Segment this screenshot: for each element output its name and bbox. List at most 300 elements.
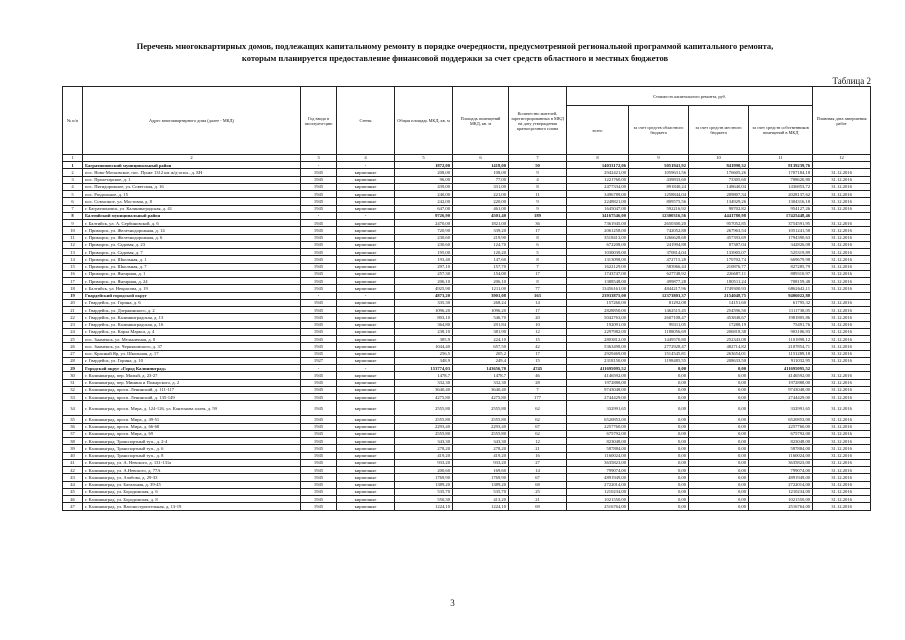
cell-cost-total: 13456161,00 — [567, 285, 629, 292]
cell-num: 46 — [63, 496, 83, 503]
cell-cost-regional: 1266628,68 — [629, 234, 689, 241]
cell-cost-total: 2929469,00 — [567, 350, 629, 357]
cell-year: 1945 — [301, 321, 337, 328]
cell-premises-area: 461,00 — [453, 205, 509, 212]
cell-premises-area: 278,20 — [453, 445, 509, 452]
cell-address: г. Калининград, просп. Мира, д. 49-51 — [83, 416, 301, 423]
cell-cost-regional: 0,00 — [629, 365, 689, 372]
cell-cost-local: 0,00 — [689, 365, 749, 372]
cell-walls: кирпичные — [337, 386, 395, 393]
cell-total-area: 1478,7 — [395, 372, 453, 379]
cell-num: 40 — [63, 452, 83, 459]
cell-residents: 17 — [509, 307, 567, 314]
cell-year: - — [301, 212, 337, 219]
cell-residents: 69 — [509, 503, 567, 510]
cell-walls: кирпичные — [337, 343, 395, 350]
cell-num: 4 — [63, 183, 83, 190]
cell-premises-area: 249,4 — [453, 357, 509, 364]
cell-residents: 27 — [509, 459, 567, 466]
cell-cost-local: 254596,50 — [689, 307, 749, 314]
cell-walls: кирпичные — [337, 314, 395, 321]
table-row — [63, 401, 871, 416]
cell-num: 31 — [63, 379, 83, 386]
cell-cost-regional: 499877,28 — [629, 278, 689, 285]
cell-total-area: 2555,80 — [395, 430, 453, 437]
cell-walls: кирпичные — [337, 220, 395, 227]
cell-num: 44 — [63, 481, 83, 488]
cell-residents: 15 — [509, 336, 567, 343]
cell-total-area: 364,80 — [395, 321, 453, 328]
cell-cost-total: 672208,00 — [567, 241, 629, 248]
cell-cost-local: 14151,60 — [689, 299, 749, 306]
cell-num: 22 — [63, 314, 83, 321]
cell-cost-owners: 823048,00 — [749, 438, 813, 445]
cell-cost-regional: 1514545,81 — [629, 350, 689, 357]
cell-total-area: 4275,80 — [395, 394, 453, 401]
cell-address: Гвардейский городской округ — [83, 292, 301, 299]
cell-cost-owners: 342826,08 — [749, 241, 813, 248]
cell-walls: кирпичные — [337, 438, 395, 445]
cell-num: 37 — [63, 430, 83, 437]
cell-walls: кирпичные — [337, 350, 395, 357]
column-number: 9 — [629, 155, 689, 162]
cell-completion-date: 31.12.2016 — [813, 474, 871, 481]
cell-num: 36 — [63, 423, 83, 430]
cell-address: пос. Пятидорожное, ул. Советская, д. 16 — [83, 183, 301, 190]
cell-total-area: 419,20 — [395, 452, 453, 459]
cell-cost-regional: 627748,92 — [629, 270, 689, 277]
cell-total-area: 153774,03 — [395, 365, 453, 372]
repair-table — [62, 86, 871, 511]
cell-premises-area: 3640,40 — [453, 386, 509, 393]
cell-cost-total: 1210234,00 — [567, 488, 629, 495]
cell-address: пос. Пролетарское, д. 1 — [83, 176, 301, 183]
cell-year: - — [301, 292, 337, 299]
cell-completion-date: 31.12.2016 — [813, 328, 871, 335]
cell-num: 21 — [63, 307, 83, 314]
cell-cost-local: 0,00 — [689, 386, 749, 393]
cell-residents: 189 — [509, 212, 567, 219]
table-row — [63, 256, 871, 263]
cell-cost-local: 0,00 — [689, 452, 749, 459]
cell-year: 1945 — [301, 438, 337, 445]
cell-address: г. Калининград, пер. Минина и Пожарского, д. 2 — [83, 379, 301, 386]
cell-cost-regional: 4844217,96 — [629, 285, 689, 292]
cell-walls: кирпичные — [337, 430, 395, 437]
cell-cost-regional: 0,00 — [629, 394, 689, 401]
table-row — [63, 496, 871, 503]
cell-total-area: 1389,20 — [395, 481, 453, 488]
cell-address: г. Калининград, ул. А. Невского, д. 131-131а — [83, 459, 301, 466]
cell-walls: кирпичные — [337, 474, 395, 481]
cell-cost-regional: 12300316,56 — [629, 212, 689, 219]
cell-completion-date: 31.12.2016 — [813, 459, 871, 466]
cell-walls: кирпичные — [337, 256, 395, 263]
cell-total-area: 208,00 — [395, 169, 453, 176]
cell-residents: 67 — [509, 474, 567, 481]
cell-total-area: 2555,80 — [395, 416, 453, 423]
cell-total-area: 238,10 — [395, 328, 453, 335]
cell-premises-area: 205,2 — [453, 350, 509, 357]
cell-year: 1945 — [301, 285, 337, 292]
cell-year: 1945 — [301, 183, 337, 190]
cell-year: 1927 — [301, 357, 337, 364]
cell-cost-total: 1160024,00 — [567, 452, 629, 459]
cell-num: 20 — [63, 299, 83, 306]
table-row-district — [63, 162, 871, 169]
cell-residents: 8 — [509, 278, 567, 285]
cell-walls: кирпичные — [337, 328, 395, 335]
cell-residents: 4745 — [509, 365, 567, 372]
cell-num: 3 — [63, 176, 83, 183]
cell-walls: - — [337, 162, 395, 169]
cell-cost-owners: 1972888,00 — [749, 379, 813, 386]
cell-residents: 9 — [509, 169, 567, 176]
cell-cost-regional: 1462515,45 — [629, 307, 689, 314]
cell-residents: 17 — [509, 270, 567, 277]
cell-year: 1945 — [301, 372, 337, 379]
cell-cost-local: 0,00 — [689, 394, 749, 401]
cell-cost-total: 1221760,00 — [567, 176, 629, 183]
cell-premises-area: 3901,08 — [453, 292, 509, 299]
cell-completion-date: 31.12.2016 — [813, 256, 871, 263]
cell-cost-total: 5042763,00 — [567, 314, 629, 321]
cell-cost-total: 2477334,00 — [567, 183, 629, 190]
table-row — [63, 176, 871, 183]
cell-cost-owners: 17425448,46 — [749, 212, 813, 219]
cell-residents: 68 — [509, 481, 567, 488]
cell-cost-owners: 9743048,00 — [749, 386, 813, 393]
cell-cost-total: 6520853,00 — [567, 416, 629, 423]
cell-walls: кирпичные — [337, 372, 395, 379]
cell-num: 30 — [63, 372, 83, 379]
cell-address: г. Приморск, ул. Янтарная, д. 24 — [83, 278, 301, 285]
cell-premises-area: 1389,20 — [453, 481, 509, 488]
cell-cost-local: 263654,01 — [689, 350, 749, 357]
cell-total-area: 1769,90 — [395, 474, 453, 481]
column-number-row — [63, 155, 871, 162]
cell-cost-regional: 592216,92 — [629, 205, 689, 212]
cell-address: пос. Раздольное, д. 15 — [83, 191, 301, 198]
cell-cost-regional: 1258844,04 — [629, 191, 689, 198]
cell-premises-area: 419,20 — [453, 452, 509, 459]
cell-walls: кирпичные — [337, 503, 395, 510]
cell-year: 1945 — [301, 423, 337, 430]
cell-residents: 62 — [509, 430, 567, 437]
cell-year: 1945 — [301, 430, 337, 437]
cell-walls: - — [337, 365, 395, 372]
cell-residents: 28 — [509, 379, 567, 386]
cell-completion-date — [813, 212, 871, 219]
table-row-district — [63, 212, 871, 219]
cell-num: 34 — [63, 401, 83, 416]
cell-cost-total: 2803812,00 — [567, 336, 629, 343]
cell-cost-regional: 0,00 — [629, 423, 689, 430]
cell-cost-total: 411695095,52 — [567, 365, 629, 372]
cell-cost-regional: 0,00 — [629, 386, 689, 393]
cell-completion-date: 31.12.2016 — [813, 176, 871, 183]
cell-premises-area: 2293,40 — [453, 423, 509, 430]
table-row — [63, 423, 871, 430]
cell-total-area: 256,5 — [395, 350, 453, 357]
cell-num: 13 — [63, 249, 83, 256]
cell-cost-total: 2257760,00 — [567, 423, 629, 430]
cell-year: 1945 — [301, 394, 337, 401]
cell-cost-regional: 0,00 — [629, 467, 689, 474]
cell-completion-date — [813, 365, 871, 372]
header-address: Адрес многоквартирного дома (далее - МКД) — [83, 87, 301, 155]
cell-premises-area: 2555,80 — [453, 430, 509, 437]
cell-residents: 12 — [509, 328, 567, 335]
cell-total-area: 439,00 — [395, 183, 453, 190]
cell-premises-area: 147,60 — [453, 256, 509, 263]
table-row — [63, 372, 871, 379]
cell-cost-local: 0,00 — [689, 438, 749, 445]
cell-premises-area: 1096,20 — [453, 307, 509, 314]
cell-cost-local: 134929,26 — [689, 198, 749, 205]
cell-num: 2 — [63, 169, 83, 176]
cell-year: 1945 — [301, 256, 337, 263]
cell-num: 19 — [63, 292, 83, 299]
cell-residents: 9 — [509, 198, 567, 205]
table-row — [63, 198, 871, 205]
table-row — [63, 481, 871, 488]
cell-completion-date: 31.12.2016 — [813, 394, 871, 401]
cell-cost-total: 1313098,00 — [567, 256, 629, 263]
cell-cost-total: 1972888,00 — [567, 379, 629, 386]
cell-residents: 12 — [509, 438, 567, 445]
cell-year: 1945 — [301, 481, 337, 488]
cell-address: г. Гвардейск, ул. Горина, д. 6 — [83, 299, 301, 306]
cell-cost-regional: 1188056,69 — [629, 328, 689, 335]
cell-premises-area: 291,84 — [453, 321, 509, 328]
cell-cost-regional: 0,00 — [629, 379, 689, 386]
cell-total-area: 193,40 — [395, 256, 453, 263]
cell-cost-local: 209807,34 — [689, 191, 749, 198]
cell-num: 10 — [63, 227, 83, 234]
header-regional: за счет средств областного бюджета — [629, 106, 689, 155]
cell-cost-regional: 1059631,56 — [629, 169, 689, 176]
cell-year: 1945 — [301, 467, 337, 474]
cell-year: 1945 — [301, 386, 337, 393]
cell-residents: 15 — [509, 357, 567, 364]
cell-address: г. Калининград, пер. Малый, д. 23-27 — [83, 372, 301, 379]
cell-cost-regional: 472715,28 — [629, 256, 689, 263]
cell-year: 1945 — [301, 205, 337, 212]
cell-cost-total: 5363498,00 — [567, 343, 629, 350]
cell-cost-regional: 0,00 — [629, 445, 689, 452]
table-row — [63, 488, 871, 495]
cell-num: 38 — [63, 438, 83, 445]
cell-total-area: 550,30 — [395, 496, 453, 503]
cell-residents: 14 — [509, 299, 567, 306]
cell-total-area: 535,70 — [395, 488, 453, 495]
cell-cost-local: 208633,50 — [689, 357, 749, 364]
cell-residents: 7 — [509, 263, 567, 270]
cell-cost-owners: 1707184,18 — [749, 169, 813, 176]
cell-year: 1945 — [301, 220, 337, 227]
cell-total-area: 257,30 — [395, 270, 453, 277]
cell-year: 1945 — [301, 503, 337, 510]
cell-cost-total: 675792,00 — [567, 430, 629, 437]
table-row — [63, 241, 871, 248]
cell-address: Багратионовский муниципальный район — [83, 162, 301, 169]
cell-premises-area: 1224,10 — [453, 503, 509, 510]
table-row — [63, 307, 871, 314]
cell-premises-area: 4501,40 — [453, 212, 509, 219]
cell-year: 1945 — [301, 336, 337, 343]
cell-walls: кирпичные — [337, 336, 395, 343]
cell-num: 29 — [63, 365, 83, 372]
cell-total-area: 9726,90 — [395, 212, 453, 219]
cell-premises-area: 1478,7 — [453, 372, 509, 379]
cell-year: 1945 — [301, 299, 337, 306]
cell-address: г. Калининград, ул. Азибова, д. 29-33 — [83, 474, 301, 481]
cell-premises-area: 332,30 — [453, 379, 509, 386]
cell-premises-area: 343,30 — [453, 438, 509, 445]
cell-walls: кирпичные — [337, 496, 395, 503]
cell-residents: 11 — [509, 191, 567, 198]
document-title — [60, 40, 850, 64]
cell-year: 1945 — [301, 343, 337, 350]
cell-cost-owners: 1051241,58 — [749, 227, 813, 234]
cell-walls: кирпичные — [337, 379, 395, 386]
cell-total-area: 242,00 — [395, 198, 453, 205]
cell-cost-total: 2722014,00 — [567, 481, 629, 488]
cell-year: 1945 — [301, 263, 337, 270]
cell-cost-owners: 708159,48 — [749, 278, 813, 285]
cell-address: г. Калининград, ул. Бородинская, д. 8 — [83, 496, 301, 503]
cell-total-area: 3640,40 — [395, 386, 453, 393]
cell-cost-regional: 0,00 — [629, 459, 689, 466]
cell-cost-owners: 911032,95 — [749, 357, 813, 364]
table-row — [63, 336, 871, 343]
column-number: 4 — [337, 155, 395, 162]
cell-premises-area: 2555,80 — [453, 401, 509, 416]
column-number: 7 — [509, 155, 567, 162]
cell-cost-regional: 0,00 — [629, 401, 689, 416]
cell-num: 26 — [63, 343, 83, 350]
cell-cost-local: 0,00 — [689, 496, 749, 503]
header-completion: Плановая дата завершения работ — [813, 87, 871, 155]
cell-num: 42 — [63, 467, 83, 474]
cell-cost-local: 0,00 — [689, 467, 749, 474]
cell-total-area: 195,00 — [395, 249, 453, 256]
cell-address: г. Гвардейск, ул. Горина, д. 10 — [83, 357, 301, 364]
cell-cost-total: 1030039,00 — [567, 249, 629, 256]
cell-completion-date: 31.12.2016 — [813, 350, 871, 357]
cell-completion-date: 31.12.2016 — [813, 496, 871, 503]
table-row — [63, 394, 871, 401]
cell-completion-date: 31.12.2016 — [813, 386, 871, 393]
cell-cost-owners: 1794390,63 — [749, 234, 813, 241]
cell-cost-local: 0,00 — [689, 401, 749, 416]
cell-premises-area: 1769,90 — [453, 474, 509, 481]
cell-cost-owners: 411695095,52 — [749, 365, 813, 372]
cell-walls: кирпичные — [337, 488, 395, 495]
cell-total-area: 385,9 — [395, 336, 453, 343]
table-row — [63, 314, 871, 321]
cell-cost-owners: 525319,89 — [749, 249, 813, 256]
header-cost-group: Стоимость капитального ремонта, руб. — [567, 87, 813, 106]
cell-residents: 62 — [509, 401, 567, 416]
cell-cost-owners: 1436853,72 — [749, 183, 813, 190]
table-row-district — [63, 292, 871, 299]
table-row — [63, 278, 871, 285]
header-residents: Количество жителей, зарегистрированных в МКД на дату утверждения краткосрочного плана — [509, 87, 567, 155]
cell-cost-local: 0,00 — [689, 430, 749, 437]
cell-total-area: 720,90 — [395, 227, 453, 234]
header-premises-area: Площадь помещений МКД, кв. м — [453, 87, 509, 155]
cell-cost-total: 1622129,00 — [567, 263, 629, 270]
cell-total-area: 2293,40 — [395, 423, 453, 430]
cell-cost-local: 0,00 — [689, 459, 749, 466]
cell-cost-local: 0,00 — [689, 416, 749, 423]
cell-cost-owners: 332991,65 — [749, 401, 813, 416]
table-row — [63, 474, 871, 481]
cell-residents: 8 — [509, 234, 567, 241]
cell-cost-regional: 2772928,47 — [629, 343, 689, 350]
cell-cost-regional: 0,00 — [629, 372, 689, 379]
cell-premises-area: 77,00 — [453, 176, 509, 183]
cell-year: 1945 — [301, 278, 337, 285]
cell-address: г. Калининград, ул. А.Невского, д. 77А — [83, 467, 301, 474]
cell-year: 1945 — [301, 314, 337, 321]
cell-cost-total: 332991,65 — [567, 401, 629, 416]
cell-cost-regional: 1198485,55 — [629, 357, 689, 364]
cell-cost-regional: 0,00 — [629, 503, 689, 510]
cell-cost-owners: 1101898,12 — [749, 336, 813, 343]
cell-cost-owners: 4146592,00 — [749, 372, 813, 379]
cell-completion-date: 31.12.2016 — [813, 343, 871, 350]
table-row — [63, 357, 871, 364]
cell-residents: 50 — [509, 162, 567, 169]
cell-completion-date: 31.12.2016 — [813, 357, 871, 364]
cell-completion-date: 31.12.2016 — [813, 169, 871, 176]
cell-completion-date: 31.12.2016 — [813, 336, 871, 343]
column-number: 10 — [689, 155, 749, 162]
table-row — [63, 227, 871, 234]
cell-num: 35 — [63, 416, 83, 423]
cell-cost-regional: 1449570,80 — [629, 336, 689, 343]
cell-cost-owners: 827285,79 — [749, 263, 813, 270]
cell-address: г. Балтийск, ул. Некрасова, д. 19 — [83, 285, 301, 292]
cell-completion-date: 31.12.2016 — [813, 321, 871, 328]
cell-cost-owners: 889310,97 — [749, 270, 813, 277]
cell-cost-regional: 0,00 — [629, 474, 689, 481]
cell-year: 1945 — [301, 488, 337, 495]
cell-completion-date: 31.12.2016 — [813, 241, 871, 248]
cell-walls: кирпичные — [337, 249, 395, 256]
cell-walls: кирпичные — [337, 285, 395, 292]
cell-address: г. Гвардейск, ул. Карла Маркса, д. 4 — [83, 328, 301, 335]
cell-premises-area: 206,10 — [453, 278, 509, 285]
cell-cost-local: 226687,11 — [689, 270, 749, 277]
cell-premises-area: 381,90 — [453, 328, 509, 335]
cell-num: 24 — [63, 328, 83, 335]
cell-address: пос. Ново-Московское, пос. Пункт 1312 км ж/д-опол., д. БН — [83, 169, 301, 176]
cell-cost-owners: 675792,00 — [749, 430, 813, 437]
table-row — [63, 438, 871, 445]
cell-num: 33 — [63, 394, 83, 401]
table-row — [63, 452, 871, 459]
cell-cost-local: 87387,04 — [689, 241, 749, 248]
cell-cost-total: 587884,00 — [567, 445, 629, 452]
cell-residents: 77 — [509, 285, 567, 292]
table-row — [63, 350, 871, 357]
cell-total-area: 335,30 — [395, 299, 453, 306]
cell-walls: кирпичные — [337, 394, 395, 401]
